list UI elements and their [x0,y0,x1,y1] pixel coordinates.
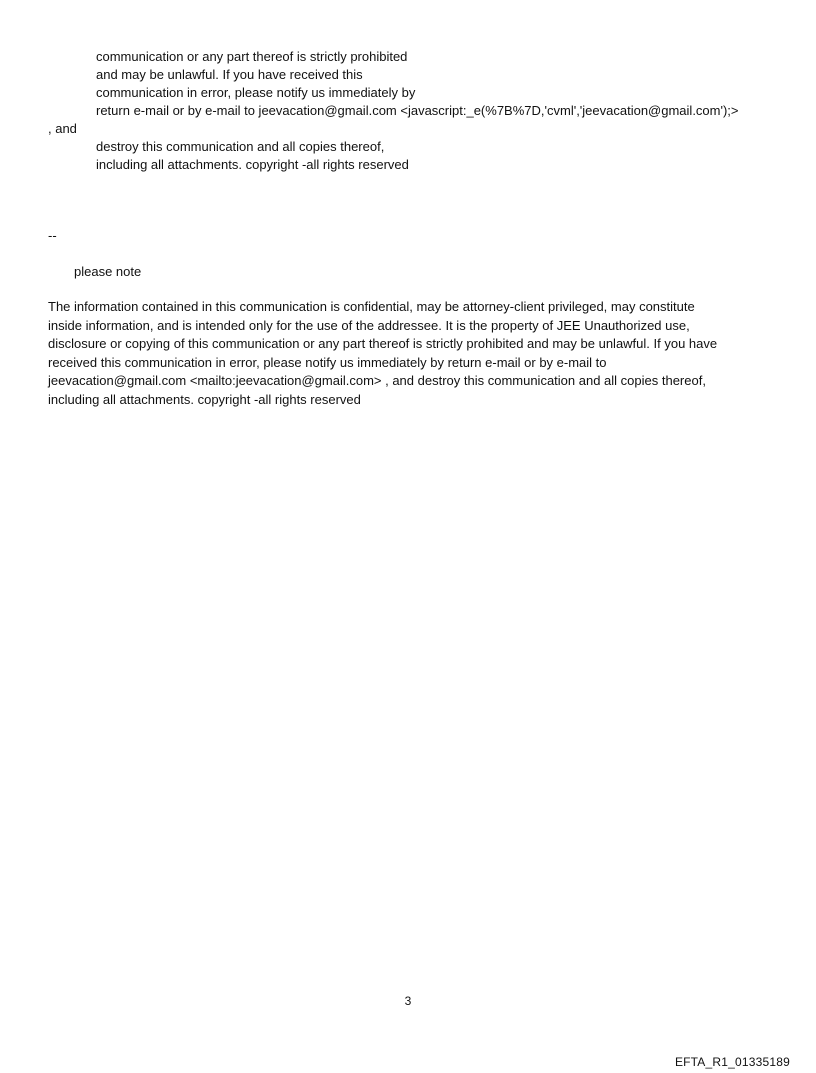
bates-number: EFTA_R1_01335189 [674,1055,790,1069]
disclaimer-paragraph [48,298,758,410]
disclaimer-line-6: including all attachments. copyright -all rights reserved [48,391,361,407]
signature-separator: -- [48,228,57,243]
top-block-line-7: including all attachments. copyright -all rights reserved [96,157,409,172]
disclaimer-line-3: disclosure or copying of this communication or any part thereof is strictly prohibited and may be unlawful. If you have [48,336,718,352]
disclaimer-line-5: jeevacation@gmail.com <mailto:jeevacation@gmail.com> , and destroy this communication and all copies thereof, [48,373,706,389]
top-block-line-1: communication or any part thereof is strictly prohibited [96,49,408,64]
page-number: 3 [404,994,412,1008]
disclaimer-line-4: received this communication in error, please notify us immediately by return e-mail or by e-mail to [48,354,607,370]
top-block-line-4: return e-mail or by e-mail to jeevacation@gmail.com <javascript:_e(%7B%7D,'cvml','jeevacation@gmail.com');> [96,103,739,118]
top-block-line-3: communication in error, please notify us immediately by [96,85,416,100]
please-note-heading: please note [74,264,142,279]
top-block-line-2: and may be unlawful. If you have received this [96,67,363,82]
top-block-line-5: , and [48,121,77,136]
disclaimer-line-2: inside information, and is intended only for the use of the addressee. It is the property of JEE Unauthorized use, [48,317,690,333]
disclaimer-line-1: The information contained in this communication is confidential, may be attorney-client privileged, may constitute [48,299,695,314]
top-block-line-6: destroy this communication and all copies thereof, [96,139,385,154]
